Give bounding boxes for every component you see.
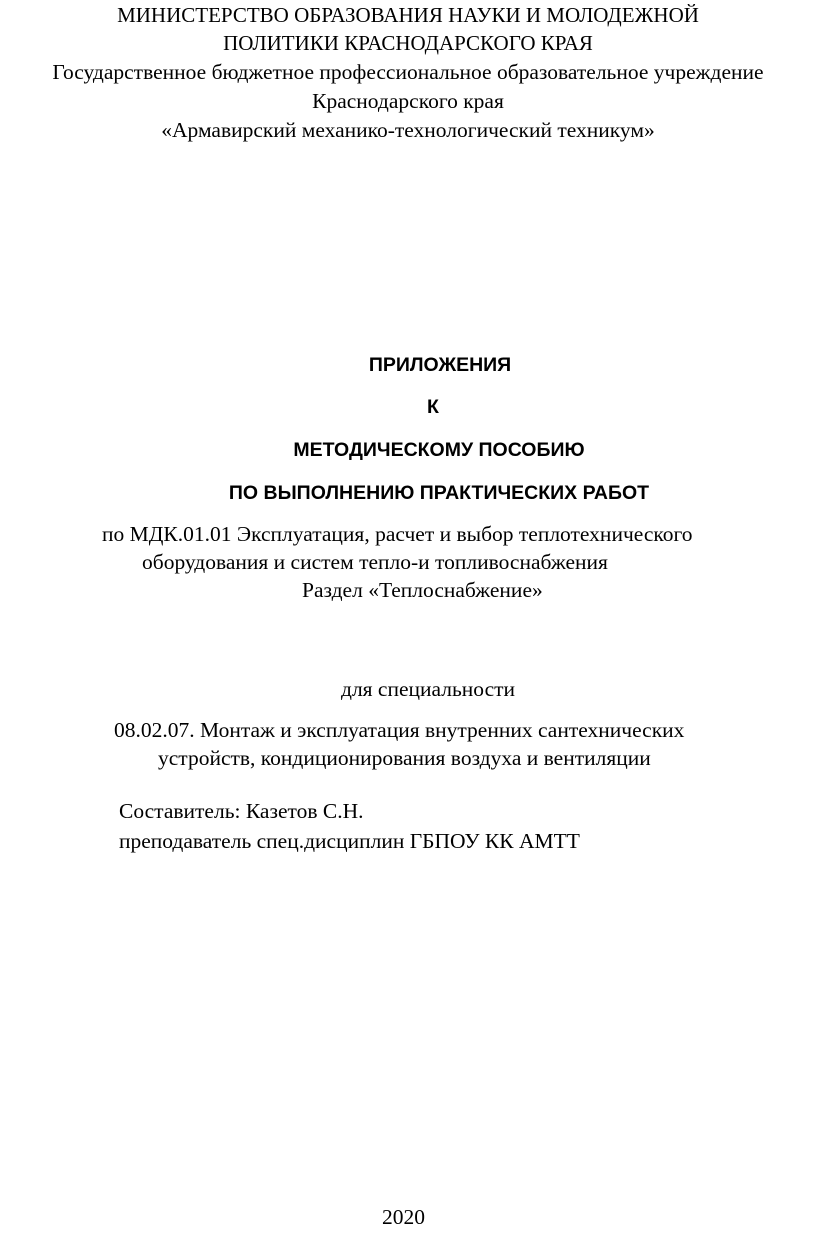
document-year: 2020	[382, 1205, 425, 1229]
title-line1: ПРИЛОЖЕНИЯ	[368, 354, 512, 376]
header-institution-name: «Армавирский механико-технологический техникум»	[161, 118, 655, 142]
course-section: Раздел «Теплоснабжение»	[302, 578, 543, 602]
header-institution-line2: Краснодарского края	[312, 89, 504, 113]
author-line2: преподаватель спец.дисциплин ГБПОУ КК АМТТ	[119, 829, 580, 853]
header-institution-line1: Государственное бюджетное профессиональное образовательное учреждение	[52, 60, 764, 84]
specialty-line1: 08.02.07. Монтаж и эксплуатация внутренних сантехнических	[114, 718, 685, 742]
author-line1: Составитель: Казетов С.Н.	[119, 799, 364, 823]
header-ministry-line1: МИНИСТЕРСТВО ОБРАЗОВАНИЯ НАУКИ И МОЛОДЕЖНОЙ	[117, 3, 699, 27]
specialty-line2: устройств, кондиционирования воздуха и вентиляции	[158, 746, 651, 770]
course-line2: оборудования и систем тепло-и топливоснабжения	[142, 550, 608, 574]
header-ministry-line2: ПОЛИТИКИ КРАСНОДАРСКОГО КРАЯ	[223, 31, 593, 55]
specialty-label: для специальности	[341, 677, 516, 701]
title-line3: МЕТОДИЧЕСКОМУ ПОСОБИЮ	[293, 439, 585, 461]
title-line2: К	[427, 396, 439, 418]
title-line4: ПО ВЫПОЛНЕНИЮ ПРАКТИЧЕСКИХ РАБОТ	[228, 482, 650, 504]
course-line1: по МДК.01.01 Эксплуатация, расчет и выбор теплотехнического	[102, 522, 693, 546]
